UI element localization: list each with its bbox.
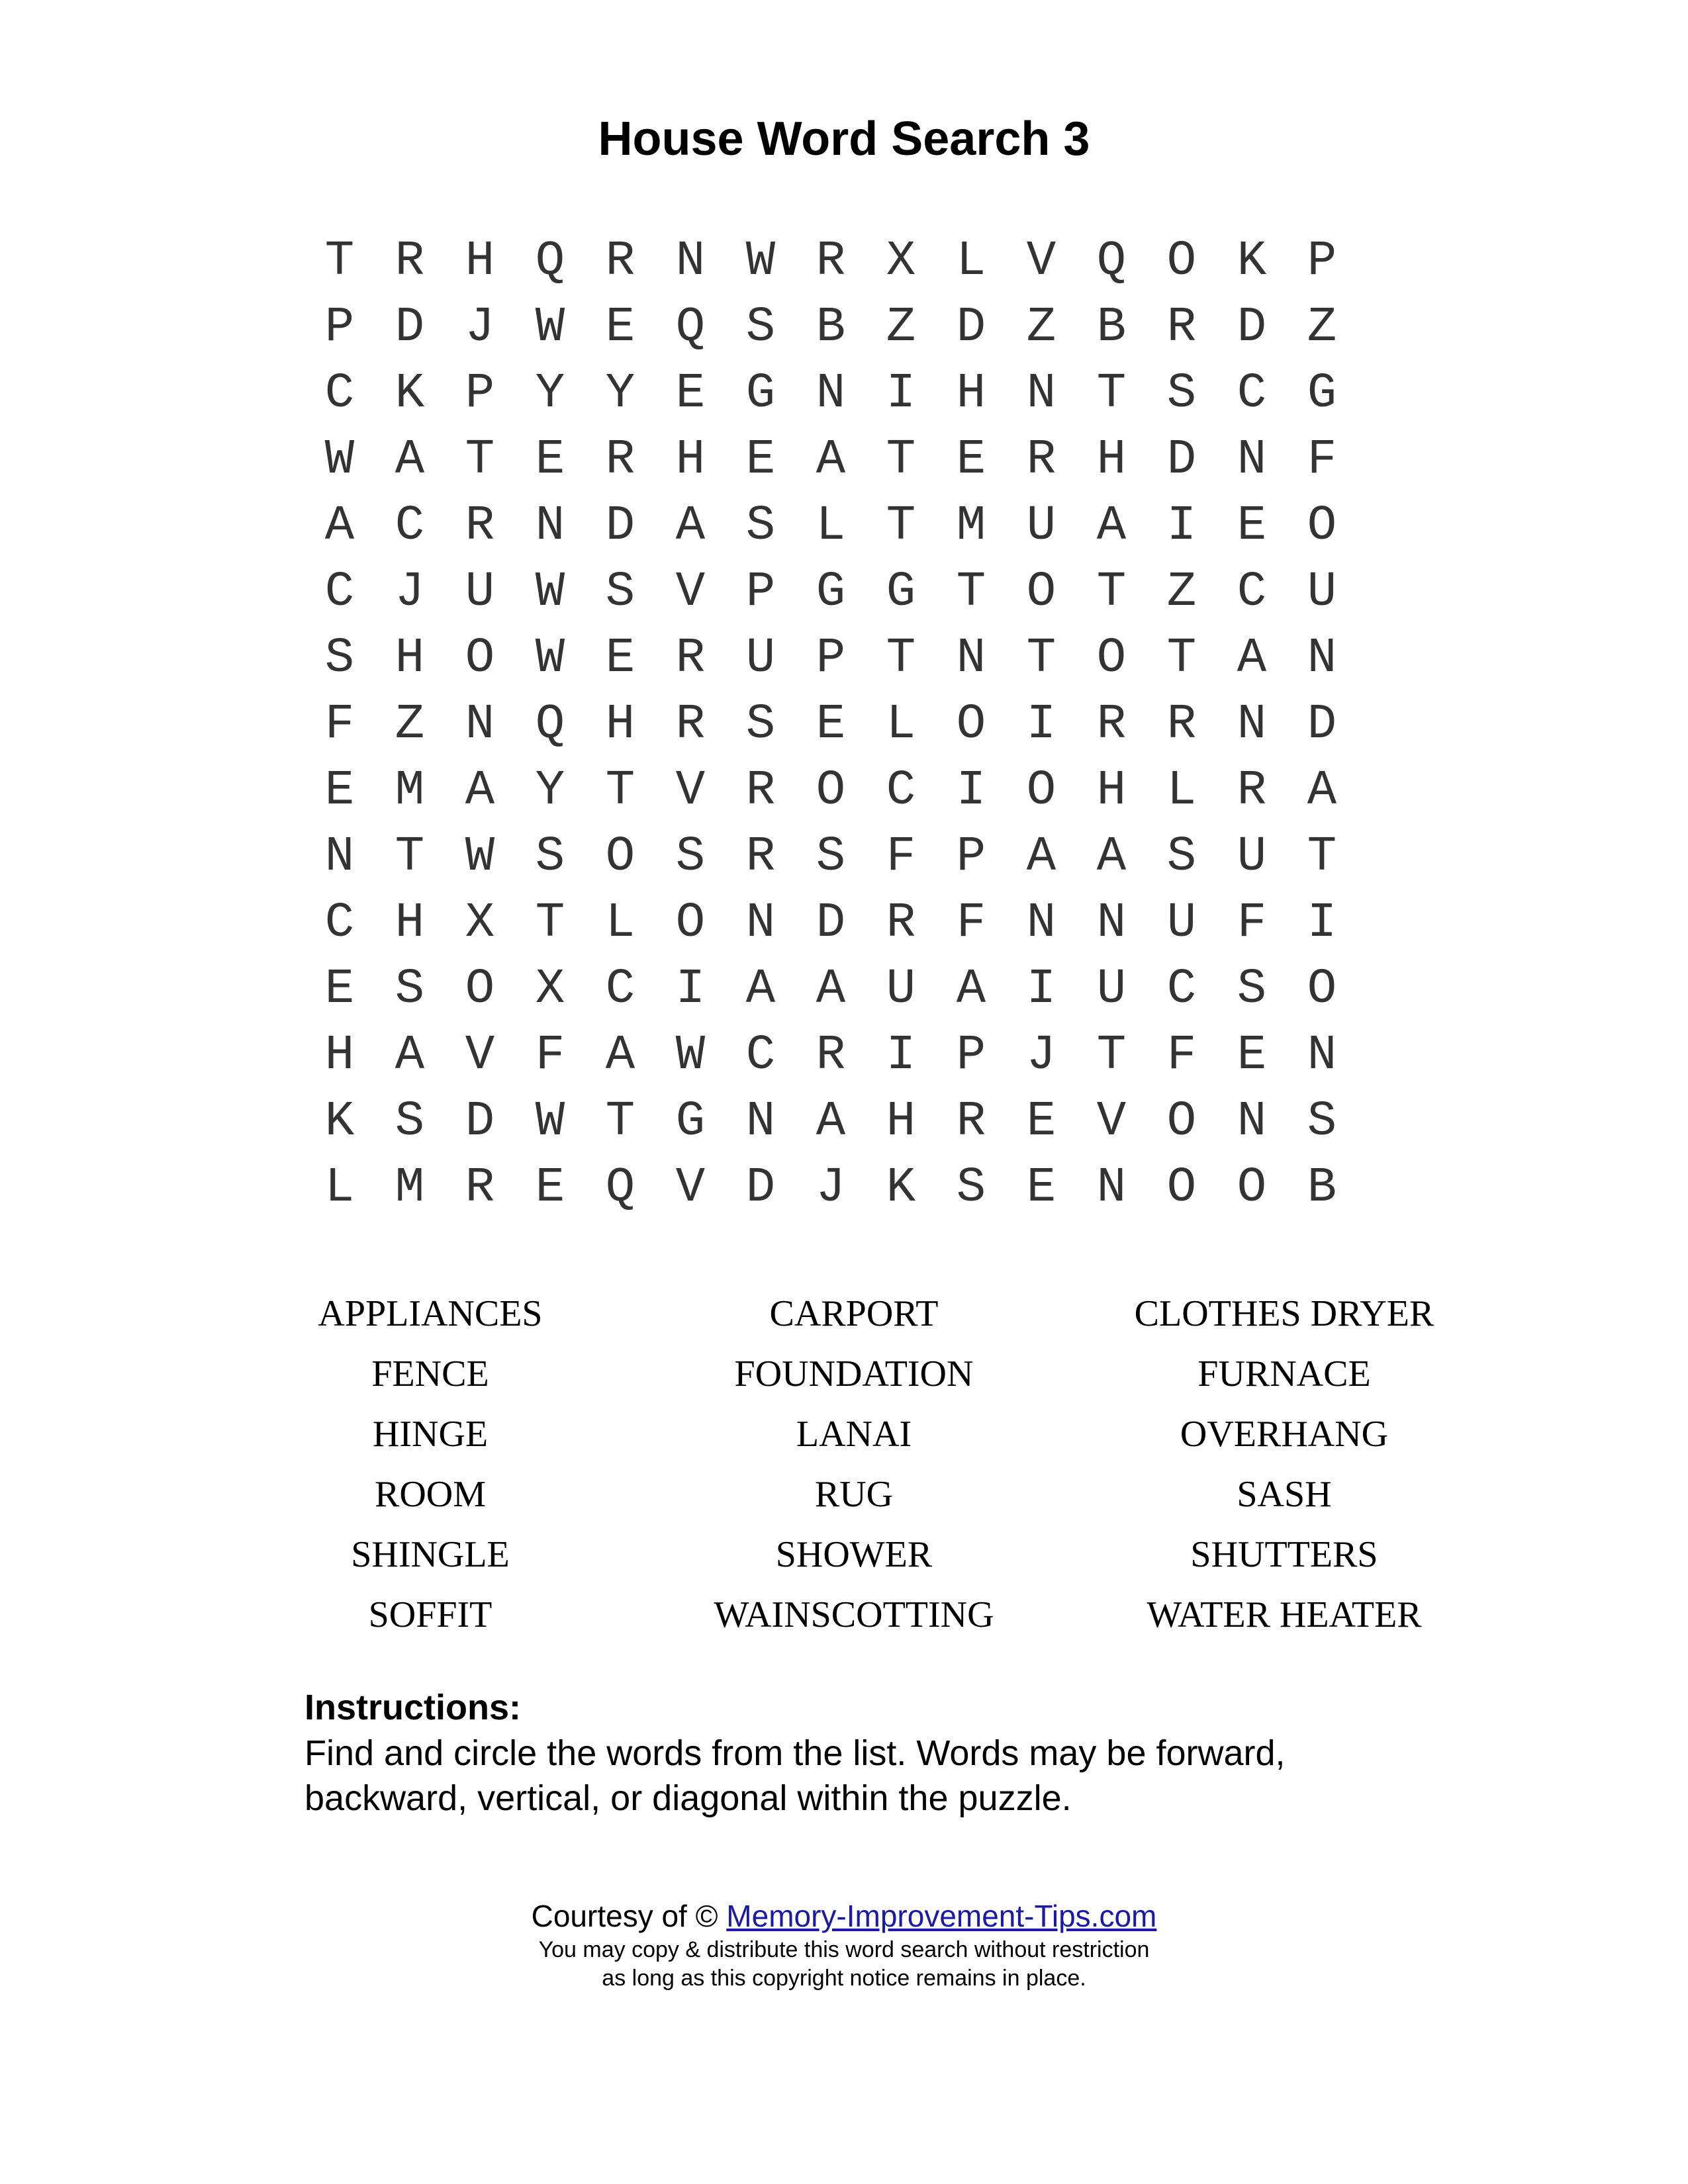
- grid-cell[interactable]: O: [1237, 1160, 1267, 1216]
- grid-cell[interactable]: K: [324, 1094, 355, 1150]
- grid-cell[interactable]: E: [675, 366, 706, 422]
- word-list-item: RUG: [814, 1474, 894, 1515]
- grid-cell[interactable]: N: [1237, 697, 1267, 752]
- grid-cell[interactable]: I: [886, 366, 916, 422]
- grid-cell[interactable]: D: [956, 300, 986, 355]
- grid-cell[interactable]: O: [1307, 962, 1337, 1017]
- grid-cell[interactable]: T: [1026, 631, 1056, 686]
- instructions-line-1: Find and circle the words from the list. Words may be forward,: [305, 1733, 1286, 1773]
- grid-cell[interactable]: R: [1237, 763, 1267, 819]
- grid-cell[interactable]: J: [465, 300, 495, 355]
- grid-cell[interactable]: B: [1096, 300, 1127, 355]
- grid-cell[interactable]: Q: [1096, 234, 1127, 289]
- grid-cell[interactable]: D: [1166, 432, 1197, 488]
- grid-cell[interactable]: T: [1096, 366, 1127, 422]
- word-list-item: SOFFIT: [368, 1594, 492, 1635]
- grid-cell[interactable]: P: [745, 565, 776, 620]
- grid-cell[interactable]: W: [465, 829, 495, 885]
- grid-cell[interactable]: U: [1026, 498, 1056, 554]
- grid-cell[interactable]: S: [1307, 1094, 1337, 1150]
- grid-cell[interactable]: O: [465, 631, 495, 686]
- grid-cell[interactable]: V: [1026, 234, 1056, 289]
- grid-cell[interactable]: B: [1307, 1160, 1337, 1216]
- word-list-item: HINGE: [372, 1414, 489, 1455]
- grid-cell[interactable]: W: [535, 300, 565, 355]
- grid-cell[interactable]: J: [1026, 1028, 1056, 1083]
- grid-cell[interactable]: C: [1237, 565, 1267, 620]
- grid-cell[interactable]: Z: [1026, 300, 1056, 355]
- grid-cell[interactable]: X: [535, 962, 565, 1017]
- grid-cell[interactable]: L: [605, 895, 635, 951]
- grid-cell[interactable]: E: [816, 697, 846, 752]
- grid-cell[interactable]: R: [605, 432, 635, 488]
- grid-cell[interactable]: P: [324, 300, 355, 355]
- grid-cell[interactable]: S: [675, 829, 706, 885]
- grid-cell[interactable]: V: [1096, 1094, 1127, 1150]
- grid-cell[interactable]: U: [745, 631, 776, 686]
- grid-cell[interactable]: N: [956, 631, 986, 686]
- grid-cell[interactable]: T: [465, 432, 495, 488]
- grid-row: [305, 625, 1417, 692]
- grid-cell[interactable]: D: [605, 498, 635, 554]
- grid-cell[interactable]: L: [816, 498, 846, 554]
- instructions-line-2: backward, vertical, or diagonal within the puzzle.: [305, 1778, 1072, 1818]
- grid-cell[interactable]: C: [324, 895, 355, 951]
- grid-row: [305, 1155, 1417, 1221]
- grid-cell[interactable]: S: [324, 631, 355, 686]
- grid-cell[interactable]: R: [675, 697, 706, 752]
- grid-cell[interactable]: E: [324, 763, 355, 819]
- grid-cell[interactable]: N: [745, 895, 776, 951]
- grid-cell[interactable]: A: [395, 432, 425, 488]
- grid-cell[interactable]: A: [1237, 631, 1267, 686]
- grid-cell[interactable]: R: [745, 763, 776, 819]
- grid-cell[interactable]: H: [1096, 432, 1127, 488]
- grid-cell[interactable]: V: [675, 1160, 706, 1216]
- grid-cell[interactable]: A: [745, 962, 776, 1017]
- grid-cell[interactable]: F: [1166, 1028, 1197, 1083]
- grid-cell[interactable]: M: [956, 498, 986, 554]
- grid-cell[interactable]: E: [1026, 1094, 1056, 1150]
- grid-cell[interactable]: N: [675, 234, 706, 289]
- word-list-item: ROOM: [374, 1474, 487, 1515]
- grid-cell[interactable]: N: [1237, 432, 1267, 488]
- courtesy-prefix: Courtesy of ©: [531, 1899, 727, 1933]
- grid-cell[interactable]: T: [1307, 829, 1337, 885]
- grid-row: [305, 758, 1417, 824]
- instructions-block: [305, 1684, 1430, 1821]
- grid-cell[interactable]: X: [465, 895, 495, 951]
- word-list-item: WAINSCOTTING: [714, 1594, 994, 1635]
- grid-cell[interactable]: S: [745, 300, 776, 355]
- word-list-item: FOUNDATION: [734, 1353, 974, 1394]
- grid-cell[interactable]: N: [1026, 366, 1056, 422]
- footer: [0, 1896, 1688, 1993]
- grid-cell[interactable]: T: [324, 234, 355, 289]
- grid-cell[interactable]: G: [1307, 366, 1337, 422]
- grid-cell[interactable]: S: [605, 565, 635, 620]
- site-link[interactable]: Memory-Improvement-Tips.com: [726, 1899, 1157, 1933]
- page-title: House Word Search 3: [598, 113, 1090, 165]
- grid-cell[interactable]: I: [1026, 962, 1056, 1017]
- grid-cell[interactable]: E: [535, 432, 565, 488]
- grid-cell[interactable]: T: [1096, 1028, 1127, 1083]
- grid-cell[interactable]: N: [816, 366, 846, 422]
- grid-cell[interactable]: A: [675, 498, 706, 554]
- grid-cell[interactable]: P: [816, 631, 846, 686]
- grid-cell[interactable]: W: [675, 1028, 706, 1083]
- instructions-heading: Instructions:: [305, 1688, 522, 1727]
- word-list-item: APPLIANCES: [318, 1293, 543, 1334]
- grid-cell[interactable]: S: [395, 1094, 425, 1150]
- grid-cell[interactable]: L: [324, 1160, 355, 1216]
- grid-cell[interactable]: W: [535, 565, 565, 620]
- grid-cell[interactable]: O: [1166, 1094, 1197, 1150]
- grid-cell[interactable]: A: [816, 962, 846, 1017]
- grid-cell[interactable]: G: [816, 565, 846, 620]
- grid-row: [305, 1089, 1417, 1155]
- grid-cell[interactable]: H: [1096, 763, 1127, 819]
- grid-cell[interactable]: K: [886, 1160, 916, 1216]
- grid-cell[interactable]: W: [535, 631, 565, 686]
- grid-cell[interactable]: D: [465, 1094, 495, 1150]
- grid-cell[interactable]: R: [816, 1028, 846, 1083]
- grid-cell[interactable]: R: [395, 234, 425, 289]
- grid-cell[interactable]: C: [886, 763, 916, 819]
- grid-cell[interactable]: R: [1096, 697, 1127, 752]
- grid-cell[interactable]: U: [1166, 895, 1197, 951]
- grid-cell[interactable]: C: [745, 1028, 776, 1083]
- grid-row: [305, 361, 1417, 427]
- word-list-item: WATER HEATER: [1147, 1594, 1422, 1635]
- grid-cell[interactable]: A: [816, 432, 846, 488]
- grid-cell[interactable]: Q: [675, 300, 706, 355]
- grid-cell[interactable]: N: [1237, 1094, 1267, 1150]
- grid-cell[interactable]: C: [1166, 962, 1197, 1017]
- grid-cell[interactable]: R: [816, 234, 846, 289]
- word-list-item: SHINGLE: [351, 1534, 510, 1575]
- grid-cell[interactable]: I: [675, 962, 706, 1017]
- grid-cell[interactable]: N: [1096, 895, 1127, 951]
- grid-cell[interactable]: U: [1307, 565, 1337, 620]
- word-list-item: SHOWER: [775, 1534, 933, 1575]
- grid-cell[interactable]: R: [605, 234, 635, 289]
- word-list-item: LANAI: [796, 1414, 912, 1455]
- grid-cell[interactable]: U: [1237, 829, 1267, 885]
- grid-row: [305, 427, 1417, 493]
- word-list-item: FURNACE: [1197, 1353, 1371, 1394]
- grid-cell[interactable]: I: [1026, 697, 1056, 752]
- grid-cell[interactable]: R: [745, 829, 776, 885]
- grid-cell[interactable]: S: [395, 962, 425, 1017]
- grid-cell[interactable]: E: [1026, 1160, 1056, 1216]
- grid-cell[interactable]: N: [1307, 1028, 1337, 1083]
- grid-cell[interactable]: R: [1166, 697, 1197, 752]
- grid-cell[interactable]: W: [745, 234, 776, 289]
- grid-cell[interactable]: M: [395, 763, 425, 819]
- grid-cell[interactable]: F: [886, 829, 916, 885]
- grid-cell[interactable]: N: [465, 697, 495, 752]
- grid-cell[interactable]: R: [1026, 432, 1056, 488]
- grid-row: [305, 824, 1417, 890]
- grid-cell[interactable]: T: [956, 565, 986, 620]
- courtesy-line: [0, 1896, 1688, 1936]
- grid-cell[interactable]: F: [1307, 432, 1337, 488]
- grid-cell[interactable]: E: [956, 432, 986, 488]
- grid-cell[interactable]: O: [956, 697, 986, 752]
- grid-cell[interactable]: E: [745, 432, 776, 488]
- grid-cell[interactable]: V: [465, 1028, 495, 1083]
- grid-cell[interactable]: O: [465, 962, 495, 1017]
- grid-row: [305, 692, 1417, 758]
- grid-cell[interactable]: R: [465, 1160, 495, 1216]
- grid-cell[interactable]: F: [324, 697, 355, 752]
- grid-cell[interactable]: C: [605, 962, 635, 1017]
- grid-cell[interactable]: E: [605, 300, 635, 355]
- grid-cell[interactable]: T: [535, 895, 565, 951]
- grid-cell[interactable]: E: [324, 962, 355, 1017]
- grid-cell[interactable]: R: [886, 895, 916, 951]
- word-list-item: SHUTTERS: [1190, 1534, 1378, 1575]
- grid-cell[interactable]: E: [1237, 1028, 1267, 1083]
- grid-cell[interactable]: W: [324, 432, 355, 488]
- grid-cell[interactable]: Y: [605, 366, 635, 422]
- grid-cell[interactable]: P: [1307, 234, 1337, 289]
- grid-cell[interactable]: Z: [1166, 565, 1197, 620]
- grid-cell[interactable]: S: [816, 829, 846, 885]
- grid-cell[interactable]: A: [605, 1028, 635, 1083]
- grid-row: [305, 228, 1417, 295]
- grid-cell[interactable]: I: [1166, 498, 1197, 554]
- grid-cell[interactable]: U: [1096, 962, 1127, 1017]
- grid-cell[interactable]: A: [816, 1094, 846, 1150]
- grid-cell[interactable]: E: [1237, 498, 1267, 554]
- grid-cell[interactable]: C: [324, 565, 355, 620]
- grid-cell[interactable]: H: [324, 1028, 355, 1083]
- word-list-item: CARPORT: [769, 1293, 939, 1334]
- grid-cell[interactable]: M: [395, 1160, 425, 1216]
- grid-cell[interactable]: T: [886, 432, 916, 488]
- letter-grid: [305, 228, 1417, 1221]
- grid-cell[interactable]: H: [465, 234, 495, 289]
- grid-cell[interactable]: K: [395, 366, 425, 422]
- grid-cell[interactable]: R: [675, 631, 706, 686]
- grid-cell[interactable]: H: [956, 366, 986, 422]
- grid-cell[interactable]: I: [1307, 895, 1337, 951]
- grid-cell[interactable]: S: [745, 697, 776, 752]
- grid-cell[interactable]: O: [1026, 763, 1056, 819]
- grid-row: [305, 1023, 1417, 1089]
- grid-cell[interactable]: C: [395, 498, 425, 554]
- word-list-item: FENCE: [371, 1353, 489, 1394]
- copyright-notice-line-1: You may copy & distribute this word search without restriction: [538, 1937, 1150, 1962]
- grid-cell[interactable]: Q: [605, 1160, 635, 1216]
- grid-cell[interactable]: G: [675, 1094, 706, 1150]
- grid-cell[interactable]: H: [886, 1094, 916, 1150]
- grid-cell[interactable]: V: [675, 763, 706, 819]
- grid-cell[interactable]: N: [1307, 631, 1337, 686]
- grid-cell[interactable]: T: [886, 498, 916, 554]
- grid-cell[interactable]: K: [1237, 234, 1267, 289]
- grid-cell[interactable]: L: [886, 697, 916, 752]
- grid-cell[interactable]: E: [605, 631, 635, 686]
- grid-cell[interactable]: P: [956, 829, 986, 885]
- grid-cell[interactable]: H: [395, 631, 425, 686]
- grid-row: [305, 559, 1417, 625]
- grid-cell[interactable]: I: [956, 763, 986, 819]
- grid-cell[interactable]: P: [465, 366, 495, 422]
- grid-cell[interactable]: S: [745, 498, 776, 554]
- grid-cell[interactable]: Q: [535, 234, 565, 289]
- grid-cell[interactable]: U: [886, 962, 916, 1017]
- grid-cell[interactable]: C: [1237, 366, 1267, 422]
- grid-cell[interactable]: S: [535, 829, 565, 885]
- grid-cell[interactable]: R: [956, 1094, 986, 1150]
- grid-cell[interactable]: C: [324, 366, 355, 422]
- grid-cell[interactable]: R: [465, 498, 495, 554]
- grid-cell[interactable]: Y: [535, 763, 565, 819]
- grid-cell[interactable]: S: [956, 1160, 986, 1216]
- grid-cell[interactable]: T: [605, 763, 635, 819]
- grid-cell[interactable]: O: [675, 895, 706, 951]
- grid-cell[interactable]: N: [1026, 895, 1056, 951]
- grid-cell[interactable]: O: [1026, 565, 1056, 620]
- grid-cell[interactable]: A: [324, 498, 355, 554]
- grid-cell[interactable]: A: [1307, 763, 1337, 819]
- grid-cell[interactable]: A: [1026, 829, 1056, 885]
- grid-row: [305, 890, 1417, 956]
- grid-cell[interactable]: Z: [395, 697, 425, 752]
- grid-cell[interactable]: H: [395, 895, 425, 951]
- grid-cell[interactable]: T: [886, 631, 916, 686]
- grid-cell[interactable]: Q: [535, 697, 565, 752]
- grid-cell[interactable]: O: [1096, 631, 1127, 686]
- grid-cell[interactable]: G: [886, 565, 916, 620]
- copyright-notice-line-2: as long as this copyright notice remains in place.: [602, 1966, 1086, 1991]
- grid-cell[interactable]: S: [1166, 366, 1197, 422]
- word-list-item: OVERHANG: [1180, 1414, 1389, 1455]
- grid-cell[interactable]: A: [395, 1028, 425, 1083]
- grid-cell[interactable]: O: [605, 829, 635, 885]
- grid-cell[interactable]: A: [956, 962, 986, 1017]
- grid-cell[interactable]: H: [675, 432, 706, 488]
- grid-cell[interactable]: L: [956, 234, 986, 289]
- grid-cell[interactable]: S: [1237, 962, 1267, 1017]
- grid-cell[interactable]: Z: [886, 300, 916, 355]
- grid-cell[interactable]: F: [535, 1028, 565, 1083]
- grid-cell[interactable]: D: [1237, 300, 1267, 355]
- grid-cell[interactable]: D: [816, 895, 846, 951]
- grid-cell[interactable]: N: [535, 498, 565, 554]
- grid-row: [305, 493, 1417, 559]
- grid-cell[interactable]: N: [745, 1094, 776, 1150]
- grid-cell[interactable]: A: [465, 763, 495, 819]
- grid-cell[interactable]: Z: [1307, 300, 1337, 355]
- grid-cell[interactable]: I: [886, 1028, 916, 1083]
- grid-cell[interactable]: J: [395, 565, 425, 620]
- grid-cell[interactable]: H: [605, 697, 635, 752]
- grid-cell[interactable]: F: [1237, 895, 1267, 951]
- grid-cell[interactable]: N: [1096, 1160, 1127, 1216]
- grid-cell[interactable]: X: [886, 234, 916, 289]
- grid-cell[interactable]: P: [956, 1028, 986, 1083]
- grid-cell[interactable]: Y: [535, 366, 565, 422]
- grid-cell[interactable]: E: [535, 1160, 565, 1216]
- grid-cell[interactable]: W: [535, 1094, 565, 1150]
- grid-cell[interactable]: A: [1096, 829, 1127, 885]
- grid-cell[interactable]: A: [1096, 498, 1127, 554]
- grid-cell[interactable]: S: [1166, 829, 1197, 885]
- grid-cell[interactable]: R: [1166, 300, 1197, 355]
- grid-cell[interactable]: T: [395, 829, 425, 885]
- word-list-item: SASH: [1237, 1474, 1332, 1515]
- grid-cell[interactable]: T: [1166, 631, 1197, 686]
- grid-cell[interactable]: V: [675, 565, 706, 620]
- grid-row: [305, 295, 1417, 361]
- grid-cell[interactable]: U: [465, 565, 495, 620]
- grid-cell[interactable]: D: [1307, 697, 1337, 752]
- word-list: [265, 1284, 1456, 1645]
- grid-cell[interactable]: O: [1307, 498, 1337, 554]
- grid-cell[interactable]: B: [816, 300, 846, 355]
- grid-cell[interactable]: J: [816, 1160, 846, 1216]
- grid-cell[interactable]: T: [1096, 565, 1127, 620]
- grid-cell[interactable]: T: [605, 1094, 635, 1150]
- grid-cell[interactable]: O: [816, 763, 846, 819]
- grid-cell[interactable]: D: [395, 300, 425, 355]
- grid-cell[interactable]: L: [1166, 763, 1197, 819]
- grid-cell[interactable]: O: [1166, 1160, 1197, 1216]
- grid-cell[interactable]: G: [745, 366, 776, 422]
- grid-cell[interactable]: N: [324, 829, 355, 885]
- grid-cell[interactable]: D: [745, 1160, 776, 1216]
- word-list-item: CLOTHES DRYER: [1134, 1293, 1434, 1334]
- grid-row: [305, 956, 1417, 1023]
- grid-cell[interactable]: O: [1166, 234, 1197, 289]
- grid-cell[interactable]: F: [956, 895, 986, 951]
